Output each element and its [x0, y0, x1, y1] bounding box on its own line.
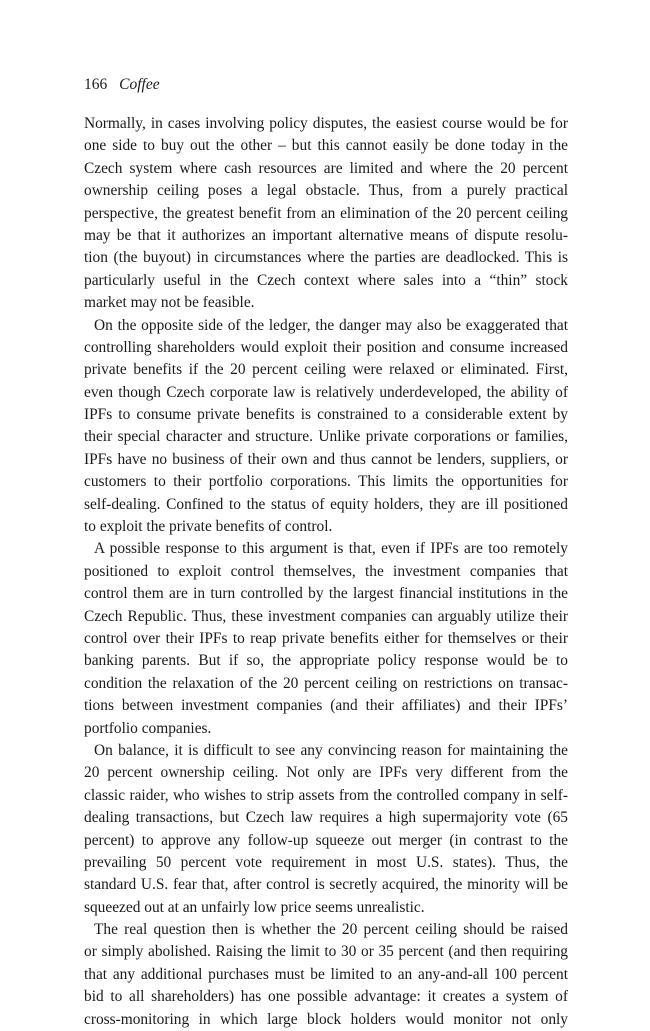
text-line: control them are in turn controlled by the largest financial institutions in the [84, 585, 568, 603]
text-line: ownership ceiling poses a legal obstacle. Thus, from a purely practical [84, 182, 568, 200]
text-line: On balance, it is difficult to see any convincing reason for maintaining the [94, 741, 568, 759]
text-line: A possible response to this argument is that, even if IPFs are too remotely [94, 540, 568, 558]
text-line: controlling shareholders would exploit their position and consume increased [84, 338, 568, 356]
paragraph [84, 740, 568, 919]
text-line: Czech Republic. Thus, these investment companies can arguably utilize their [84, 607, 568, 625]
text-line: particularly useful in the Czech context where sales into a “thin” stock [84, 271, 568, 289]
text-line: self-dealing. Confined to the status of equity holders, they are ill positioned [84, 495, 568, 513]
paragraph [84, 919, 568, 1031]
text-line: squeezed out at an unfairly low price seems unrealistic. [84, 898, 425, 916]
text-line: may be that it authorizes an important alternative means of dispute resolu- [84, 226, 568, 244]
running-head-title: Coffee [119, 76, 160, 93]
text-line: or simply abolished. Raising the limit to 30 or 35 percent (and then requiring [84, 943, 568, 961]
body-text [84, 113, 568, 1031]
text-line: private benefits if the 20 percent ceiling were relaxed or eliminated. First, [84, 361, 568, 379]
text-line: IPFs have no business of their own and thus cannot be lenders, suppliers, or [84, 450, 568, 468]
text-line: customers to their portfolio corporations. This limits the opportunities for [84, 473, 568, 491]
text-line: Czech system where cash resources are limited and where the 20 percent [84, 159, 568, 177]
text-line: to exploit the private benefits of control. [84, 518, 333, 536]
running-head [84, 76, 160, 94]
text-line: classic raider, who wishes to strip assets from the controlled company in self- [84, 786, 568, 804]
text-line: control over their IPFs to reap private benefits either for themselves or their [84, 629, 568, 647]
text-line: that any additional purchases must be limited to an any-and-all 100 percent [84, 965, 568, 983]
page-number: 166 [84, 76, 108, 93]
text-line: positioned to exploit control themselves, the investment companies that [84, 562, 568, 580]
text-line: dealing transactions, but Czech law requires a high supermajority vote (65 [84, 809, 568, 827]
text-line: perspective, the greatest benefit from an elimination of the 20 percent ceiling [84, 204, 568, 222]
paragraph [84, 538, 568, 740]
text-line: IPFs to consume private benefits is constrained to a considerable extent by [84, 406, 568, 424]
text-line: market may not be feasible. [84, 294, 255, 312]
text-line: prevailing 50 percent vote requirement in most U.S. states). Thus, the [84, 853, 568, 871]
paragraph [84, 113, 568, 315]
text-line: portfolio companies. [84, 719, 212, 737]
text-line: cross-monitoring in which large block holders would monitor not only [84, 1010, 568, 1028]
text-line: even though Czech corporate law is relatively underdeveloped, the ability of [84, 383, 568, 401]
text-line: condition the relaxation of the 20 percent ceiling on restrictions on transac- [84, 674, 568, 692]
text-line: Normally, in cases involving policy disputes, the easiest course would be for [84, 115, 568, 132]
paragraph [84, 315, 568, 539]
text-line: their special character and structure. Unlike private corporations or families, [84, 428, 568, 446]
text-line: bid to all shareholders) has one possible advantage: it creates a system of [84, 988, 568, 1006]
text-line: standard U.S. fear that, after control is secretly acquired, the minority will be [84, 876, 568, 894]
text-line: On the opposite side of the ledger, the danger may also be exaggerated that [94, 316, 568, 334]
text-line: The real question then is whether the 20 percent ceiling should be raised [94, 921, 568, 939]
text-line: tions between investment companies (and their affiliates) and their IPFs’ [84, 697, 568, 715]
text-line: percent) to approve any follow-up squeeze out merger (in contrast to the [84, 831, 568, 849]
text-line: 20 percent ownership ceiling. Not only are IPFs very different from the [84, 764, 568, 782]
text-line: one side to buy out the other – but this cannot easily be done today in the [84, 137, 568, 155]
text-line: tion (the buyout) in circumstances where the parties are deadlocked. This is [84, 249, 568, 267]
text-line: banking parents. But if so, the appropriate policy response would be to [84, 652, 568, 670]
